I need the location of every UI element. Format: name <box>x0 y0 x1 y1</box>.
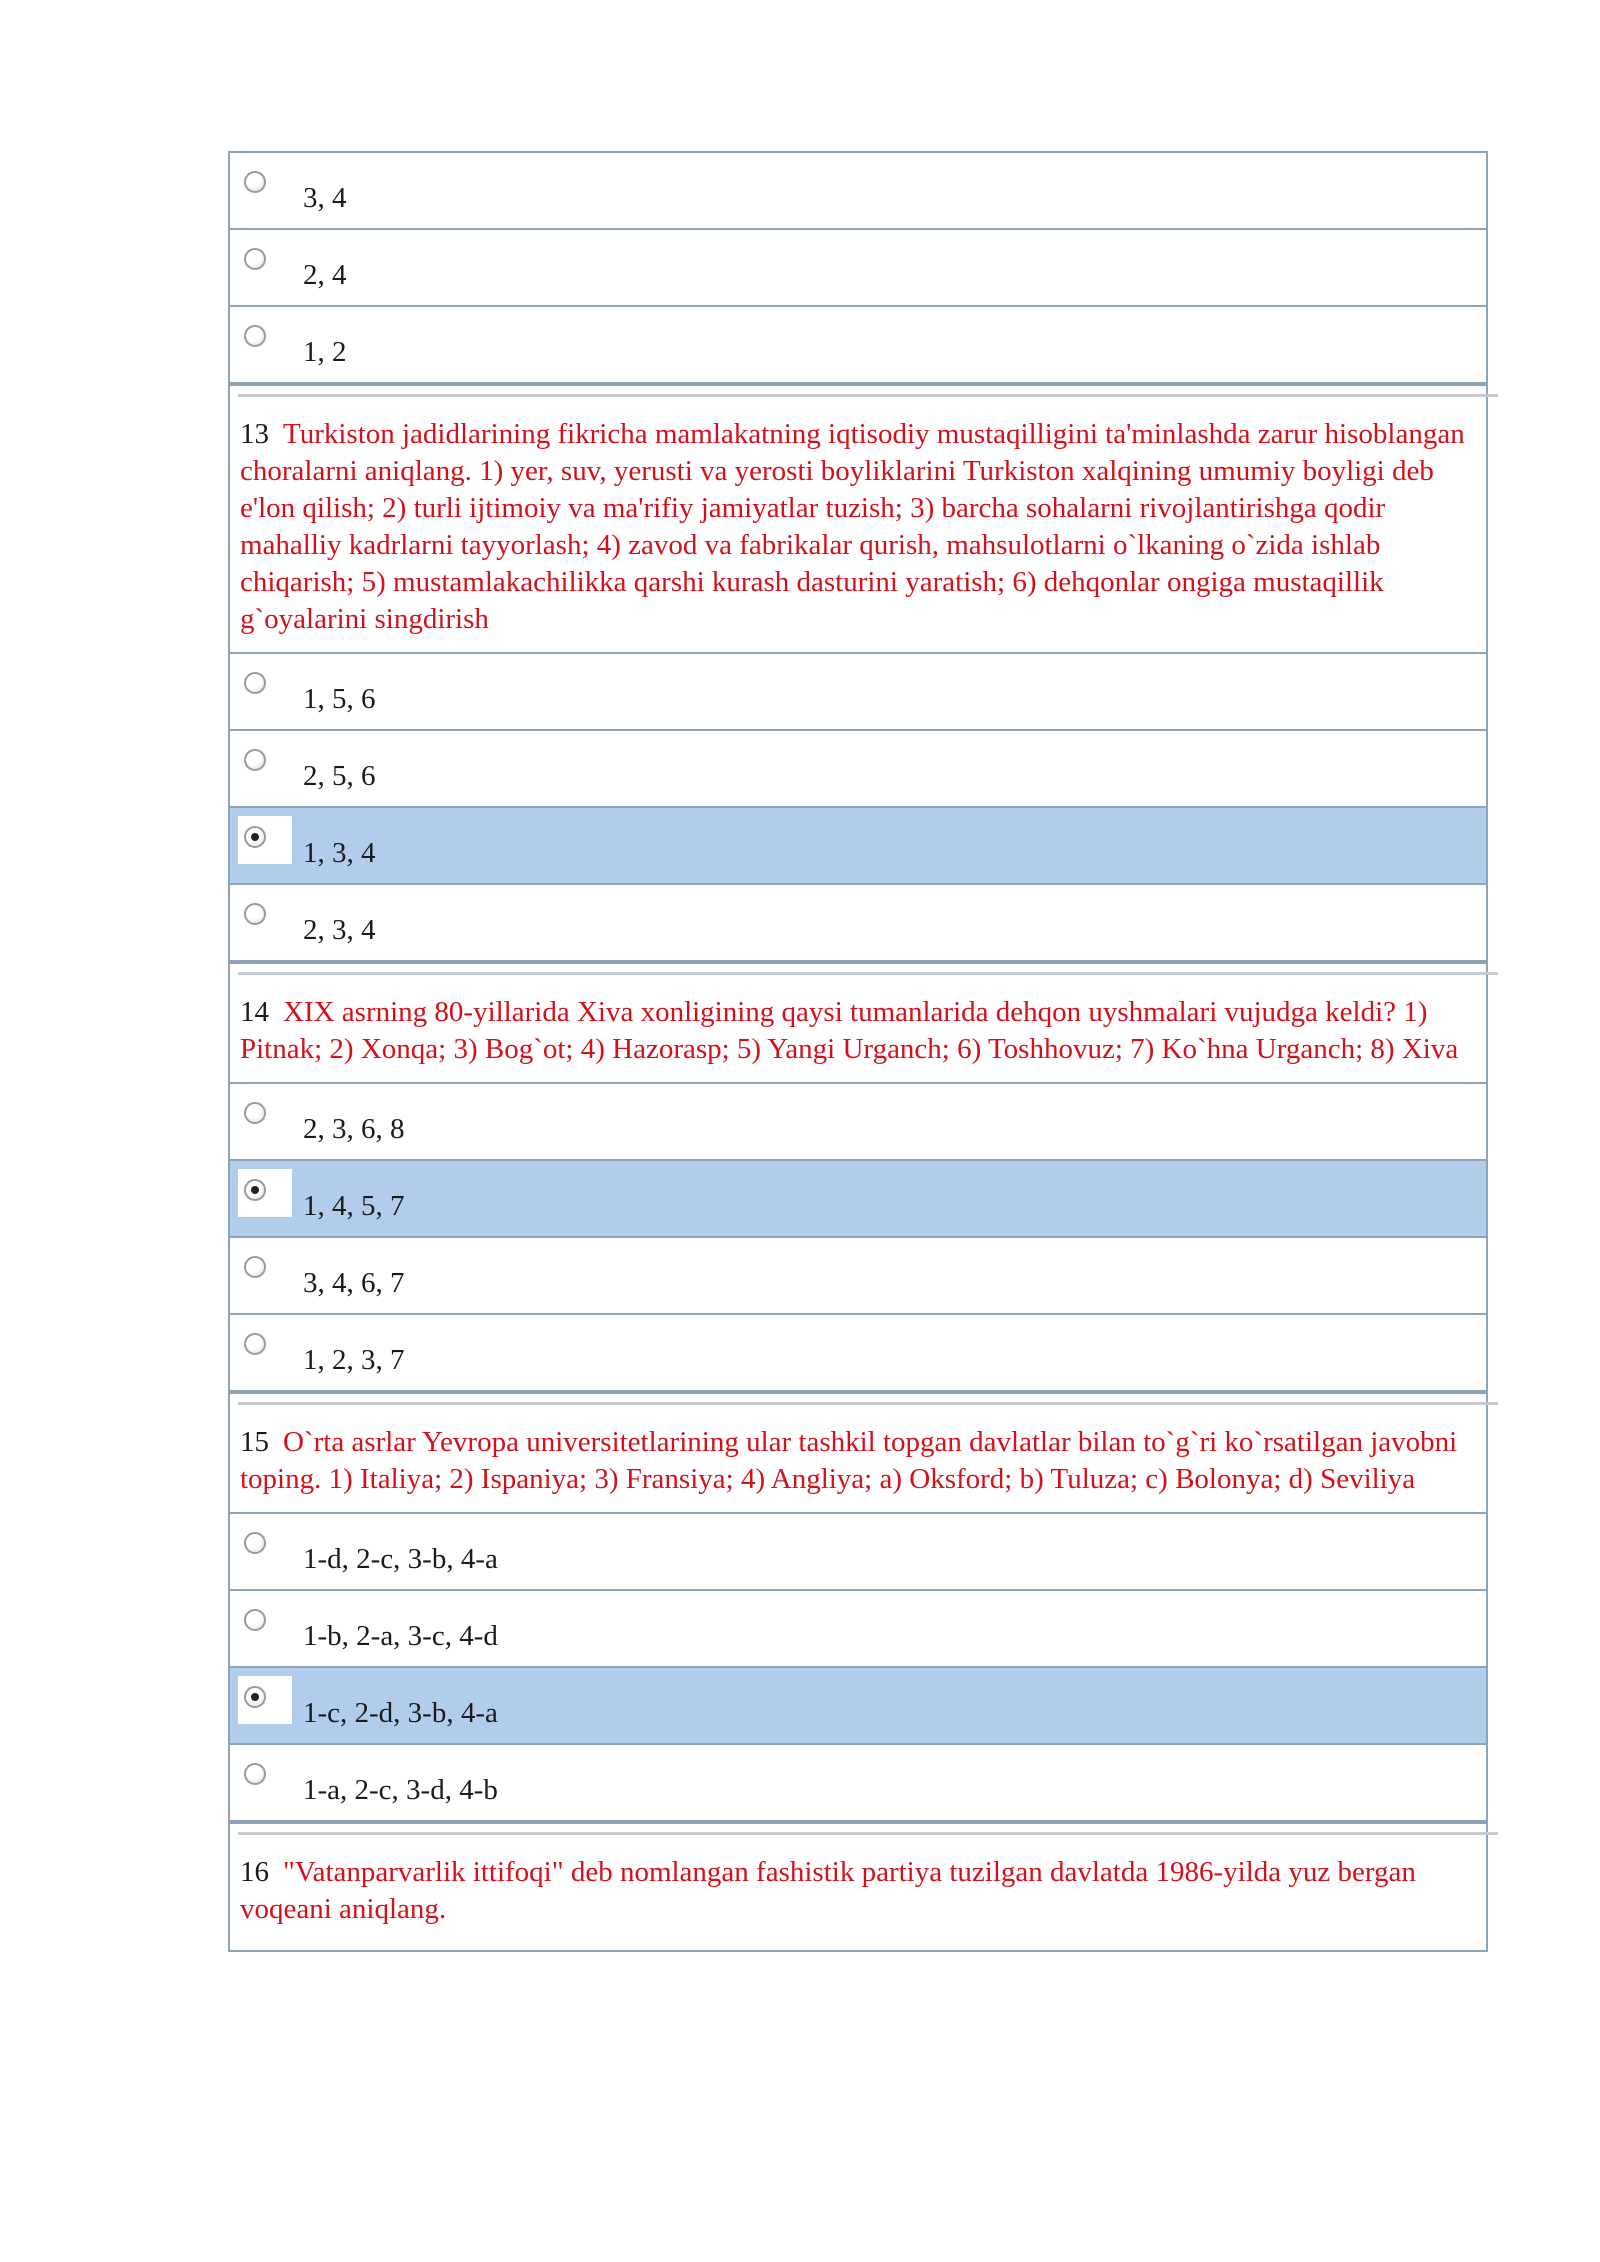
question-15 <box>228 1392 1488 1822</box>
option-label: 1, 5, 6 <box>303 683 376 715</box>
question-13 <box>228 384 1488 962</box>
question-body: XIX asrning 80-yillarida Xiva xonligining qaysi tumanlarida dehqon uyshmalari vujudga keldi? 1) Pitnak; 2) Xonqa; 3) Bog`ot; 4) Hazorasp; 5) Yangi Urganch; 6) Toshhovuz; 7) Ko`hna Urganch; 8) Xiva <box>240 996 1459 1065</box>
question-text <box>230 1408 1486 1514</box>
radio-button-checked[interactable] <box>244 1686 266 1708</box>
option-label: 3, 4 <box>303 182 347 214</box>
option-label: 1, 3, 4 <box>303 837 376 869</box>
option-label: 3, 4, 6, 7 <box>303 1267 405 1299</box>
radio-button-checked[interactable] <box>244 1179 266 1201</box>
question-16 <box>228 1822 1488 1952</box>
question-number: 16 <box>240 1856 269 1888</box>
question-number: 14 <box>240 996 269 1028</box>
option-label: 2, 3, 4 <box>303 914 376 946</box>
radio-button[interactable] <box>244 1532 266 1554</box>
option-row[interactable] <box>230 885 1486 962</box>
radio-button[interactable] <box>244 1256 266 1278</box>
question-divider <box>230 1824 1486 1838</box>
option-label: 1-c, 2-d, 3-b, 4-a <box>303 1697 498 1729</box>
radio-button[interactable] <box>244 171 266 193</box>
option-label: 1, 2, 3, 7 <box>303 1344 405 1376</box>
radio-button[interactable] <box>244 248 266 270</box>
question-number: 15 <box>240 1426 269 1458</box>
option-row-selected[interactable] <box>230 808 1486 885</box>
option-label: 2, 5, 6 <box>303 760 376 792</box>
question-body: "Vatanparvarlik ittifoqi" deb nomlangan fashistik partiya tuzilgan davlatda 1986-yilda yuz bergan voqeani aniqlang. <box>240 1856 1416 1925</box>
option-row[interactable] <box>230 1238 1486 1315</box>
radio-button[interactable] <box>244 1609 266 1631</box>
question-body: O`rta asrlar Yevropa universitetlarining ular tashkil topgan davlatlar bilan to`g`ri ko`rsatilgan javobni toping. 1) Italiya; 2) Ispaniya; 3) Fransiya; 4) Angliya; a) Oksford; b) Tuluza; c) Bolonya; d) Seviliya <box>240 1426 1458 1495</box>
question-text <box>230 1838 1486 1950</box>
question-14 <box>228 962 1488 1392</box>
question-divider <box>230 1394 1486 1408</box>
option-row[interactable] <box>230 307 1486 384</box>
radio-button[interactable] <box>244 903 266 925</box>
option-label: 2, 4 <box>303 259 347 291</box>
option-label: 1-b, 2-a, 3-c, 4-d <box>303 1620 498 1652</box>
radio-button[interactable] <box>244 749 266 771</box>
option-row[interactable] <box>230 1315 1486 1392</box>
question-number: 13 <box>240 418 269 450</box>
question-text <box>230 978 1486 1084</box>
option-label: 1, 2 <box>303 336 347 368</box>
question-12-answers <box>228 151 1488 384</box>
option-row-selected[interactable] <box>230 1668 1486 1745</box>
radio-button[interactable] <box>244 1333 266 1355</box>
option-label: 2, 3, 6, 8 <box>303 1113 405 1145</box>
radio-button[interactable] <box>244 672 266 694</box>
option-row[interactable] <box>230 1591 1486 1668</box>
option-row[interactable] <box>230 731 1486 808</box>
option-row[interactable] <box>230 654 1486 731</box>
option-row-selected[interactable] <box>230 1161 1486 1238</box>
option-row[interactable] <box>230 1514 1486 1591</box>
option-label: 1-d, 2-c, 3-b, 4-a <box>303 1543 498 1575</box>
question-body: Turkiston jadidlarining fikricha mamlakatning iqtisodiy mustaqilligini ta'minlashda zarur hisoblangan choralarni aniqlang. 1) yer, suv, yerusti va yerosti boyliklarini Turkiston xalqining umumiy boyligi deb e'lon qilish; 2) turli ijtimoiy va ma'rifiy jamiyatlar tuzish; 3) barcha sohalarni rivojlantirishga qodir mahalliy kadrlarni tayyorlash; 4) zavod va fabrikalar qurish, mahsulotlarni o`lkaning o`zida ishlab chiqarish; 5) mustamlakachilikka qarshi kurash dasturini yaratish; 6) dehqonlar ongiga mustaqillik g`oyalarini singdirish <box>240 418 1465 635</box>
quiz-sheet <box>228 151 1488 1952</box>
option-row[interactable] <box>230 230 1486 307</box>
question-divider <box>230 386 1486 400</box>
option-row[interactable] <box>230 1745 1486 1822</box>
option-row[interactable] <box>230 1084 1486 1161</box>
question-divider <box>230 964 1486 978</box>
radio-button[interactable] <box>244 1763 266 1785</box>
question-text <box>230 400 1486 654</box>
radio-button[interactable] <box>244 325 266 347</box>
radio-button[interactable] <box>244 1102 266 1124</box>
option-row[interactable] <box>230 153 1486 230</box>
option-label: 1, 4, 5, 7 <box>303 1190 405 1222</box>
radio-button-checked[interactable] <box>244 826 266 848</box>
option-label: 1-a, 2-c, 3-d, 4-b <box>303 1774 498 1806</box>
